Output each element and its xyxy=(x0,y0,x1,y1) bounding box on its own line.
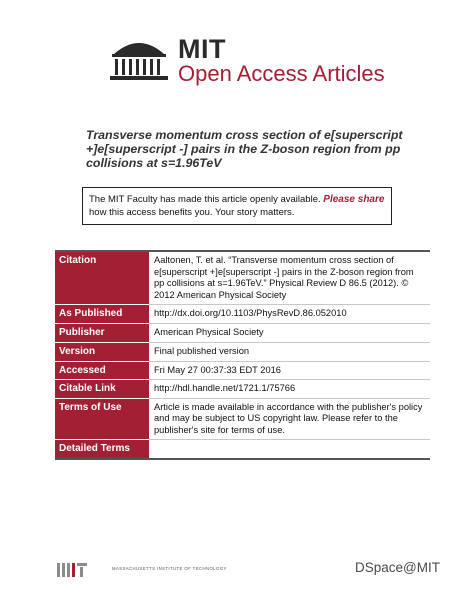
row-value: Final published version xyxy=(149,343,430,362)
article-title: Transverse momentum cross section of e[superscript +]e[superscript -] pairs in the Z-boson region from pp collisions at s=1.96TeV xyxy=(86,128,403,170)
row-label: As Published xyxy=(55,305,149,324)
row-label: Version xyxy=(55,343,149,362)
table-row-publisher xyxy=(55,324,430,343)
table-row-as-published xyxy=(55,305,430,324)
dome-building-icon xyxy=(106,34,172,82)
brand-open-access-articles: Open Access Articles xyxy=(178,61,385,86)
row-value: Aaltonen, T. et al. “Transverse momentum cross section of e[superscript +]e[superscript -] pairs in the Z-boson region from pp collisions at s=1.96TeV.” Physical Review D 86.5 (2012). © 2012 American Physical Society xyxy=(154,255,414,300)
table-row-terms-of-use xyxy=(55,398,430,440)
share-notice-box xyxy=(82,187,392,225)
doi-link[interactable]: http://dx.doi.org/10.1103/PhysRevD.86.052010 xyxy=(149,305,430,324)
row-label: Citable Link xyxy=(55,380,149,399)
row-value xyxy=(149,440,430,459)
row-label: Citation xyxy=(55,251,149,305)
handle-link[interactable]: http://hdl.handle.net/1721.1/75766 xyxy=(149,380,430,399)
mit-wordmark-icon xyxy=(57,563,105,577)
brand-mit: MIT xyxy=(178,34,226,64)
notice-text: The MIT Faculty has made this article openly available. xyxy=(89,194,321,205)
row-value: Article is made available in accordance with the publisher's policy and may be subject to US copyright law. Please refer to the publisher's site for terms of use. xyxy=(149,398,430,440)
table-row-detailed-terms xyxy=(55,440,430,459)
please-share-link[interactable]: Please share xyxy=(323,194,385,205)
table-row-citable-link xyxy=(55,380,430,399)
table-row-version xyxy=(55,343,430,362)
notice-text-2: how this access benefits you. Your story matters. xyxy=(89,206,295,218)
row-value: Fri May 27 00:37:33 EDT 2016 xyxy=(149,361,430,380)
row-label: Publisher xyxy=(55,324,149,343)
table-row-accessed xyxy=(55,361,430,380)
row-label: Terms of Use xyxy=(55,398,149,440)
row-label: Detailed Terms xyxy=(55,440,149,459)
metadata-table xyxy=(55,250,430,460)
institute-name: MASSACHUSETTS INSTITUTE OF TECHNOLOGY xyxy=(112,566,227,571)
row-value: American Physical Society xyxy=(149,324,430,343)
dspace-logo: DSpace@MIT xyxy=(355,560,440,575)
table-row-citation xyxy=(55,251,430,305)
row-label: Accessed xyxy=(55,361,149,380)
